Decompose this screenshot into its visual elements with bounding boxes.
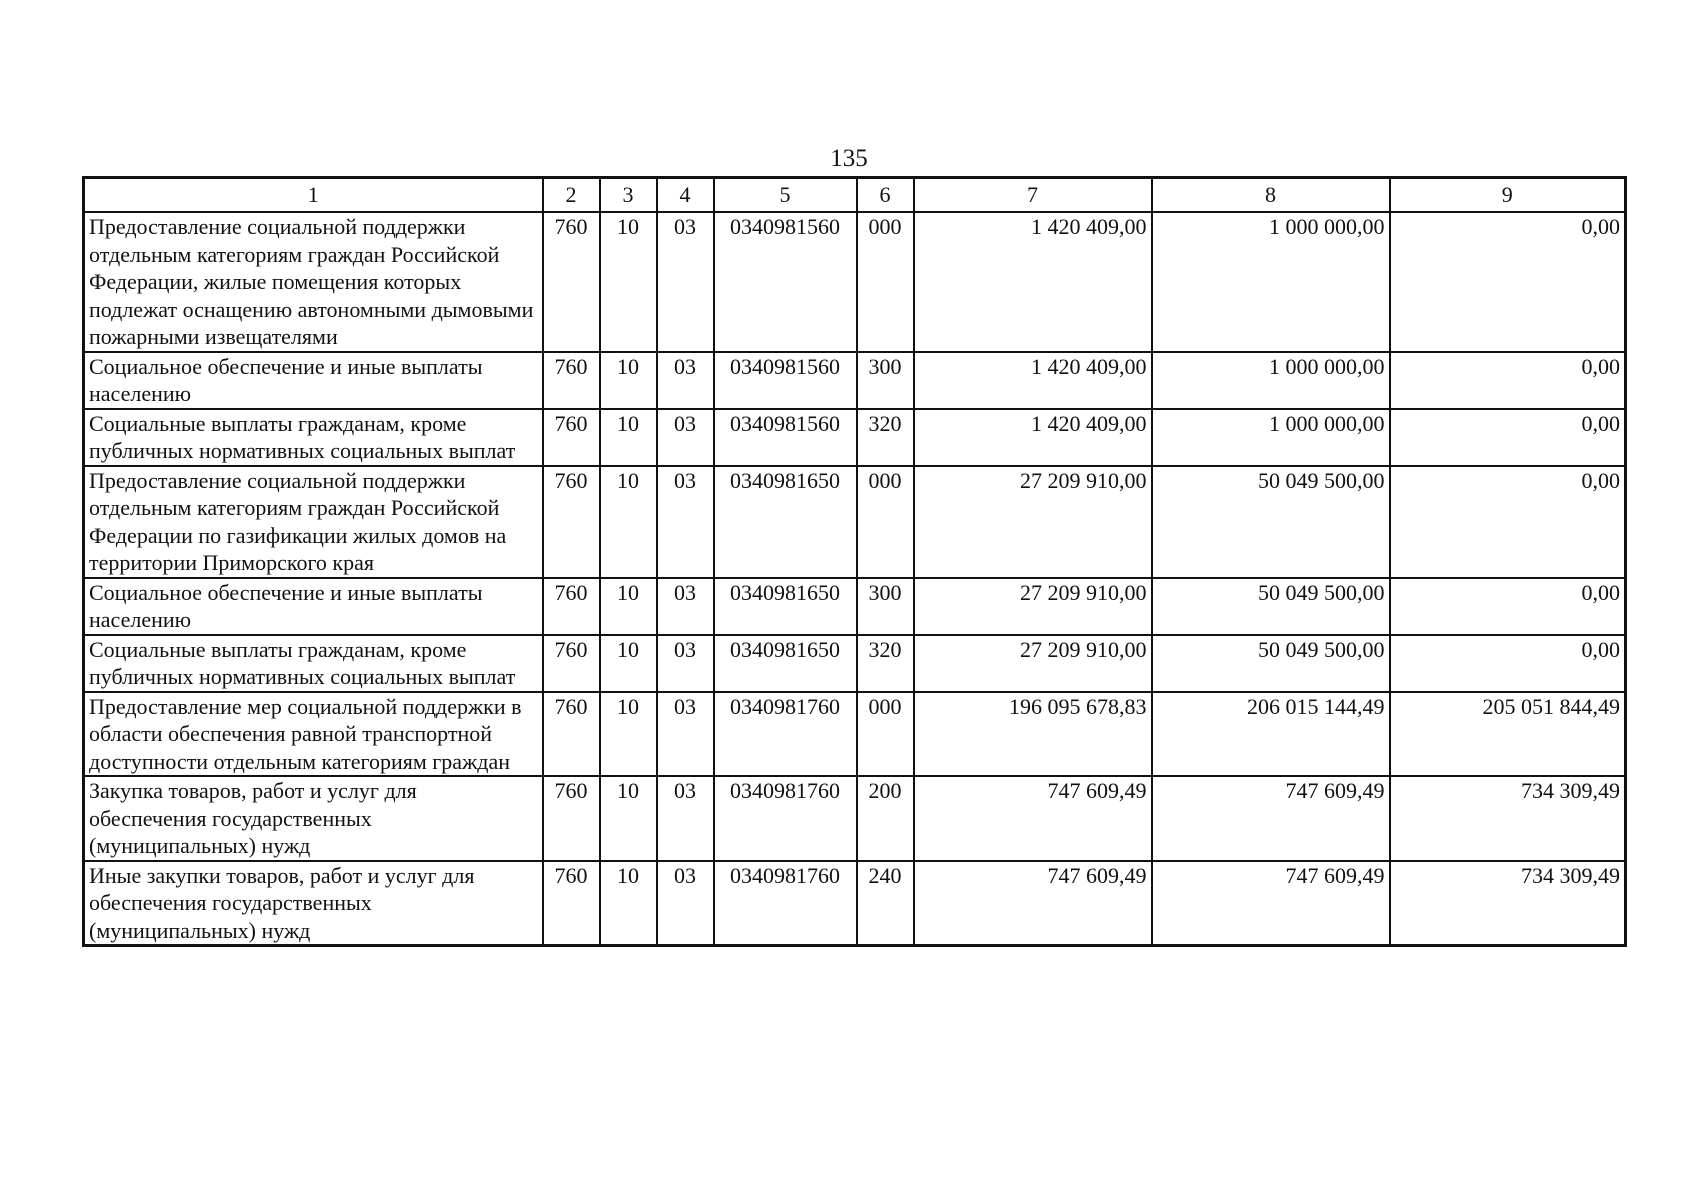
- target-article-cell: 0340981650: [714, 635, 857, 692]
- amount-col8-cell: 1 000 000,00: [1152, 212, 1390, 352]
- amount-col8-cell: 747 609,49: [1152, 861, 1390, 946]
- row-name-cell: Социальные выплаты гражданам, кроме публичных нормативных социальных выплат: [84, 635, 543, 692]
- column-header: 3: [600, 178, 657, 213]
- subsection-code-cell: 03: [657, 409, 714, 466]
- section-code-cell: 10: [600, 861, 657, 946]
- amount-col8-cell: 206 015 144,49: [1152, 692, 1390, 777]
- amount-col7-cell: 27 209 910,00: [914, 578, 1152, 635]
- amount-col9-cell: 734 309,49: [1390, 776, 1626, 861]
- ministry-code-cell: 760: [543, 466, 600, 578]
- section-code-cell: 10: [600, 409, 657, 466]
- target-article-cell: 0340981560: [714, 352, 857, 409]
- amount-col8-cell: 50 049 500,00: [1152, 635, 1390, 692]
- ministry-code-cell: 760: [543, 409, 600, 466]
- subsection-code-cell: 03: [657, 352, 714, 409]
- table-row: [84, 466, 1626, 578]
- expense-type-cell: 000: [857, 466, 914, 578]
- table-row: [84, 352, 1626, 409]
- row-name-cell: Предоставление мер социальной поддержки в области обеспечения равной транспортной доступности отдельным категориям граждан: [84, 692, 543, 777]
- expense-type-cell: 240: [857, 861, 914, 946]
- amount-col9-cell: 0,00: [1390, 578, 1626, 635]
- subsection-code-cell: 03: [657, 578, 714, 635]
- row-name-cell: Социальное обеспечение и иные выплаты населению: [84, 578, 543, 635]
- table-row: [84, 578, 1626, 635]
- subsection-code-cell: 03: [657, 776, 714, 861]
- amount-col8-cell: 747 609,49: [1152, 776, 1390, 861]
- amount-col9-cell: 0,00: [1390, 409, 1626, 466]
- row-name-cell: Предоставление социальной поддержки отдельным категориям граждан Российской Федерации по газификации жилых домов на территории Приморского края: [84, 466, 543, 578]
- amount-col8-cell: 1 000 000,00: [1152, 409, 1390, 466]
- expense-type-cell: 300: [857, 578, 914, 635]
- amount-col7-cell: 1 420 409,00: [914, 352, 1152, 409]
- header-row: [84, 178, 1626, 213]
- row-name-cell: Закупка товаров, работ и услуг для обеспечения государственных (муниципальных) нужд: [84, 776, 543, 861]
- row-name-cell: Иные закупки товаров, работ и услуг для обеспечения государственных (муниципальных) нужд: [84, 861, 543, 946]
- amount-col7-cell: 27 209 910,00: [914, 466, 1152, 578]
- amount-col8-cell: 1 000 000,00: [1152, 352, 1390, 409]
- column-header: 1: [84, 178, 543, 213]
- table-row: [84, 692, 1626, 777]
- expense-type-cell: 320: [857, 409, 914, 466]
- section-code-cell: 10: [600, 578, 657, 635]
- table-row: [84, 409, 1626, 466]
- ministry-code-cell: 760: [543, 692, 600, 777]
- row-name-cell: Предоставление социальной поддержки отдельным категориям граждан Российской Федерации, жилые помещения которых подлежат оснащению автономными дымовыми пожарными извещателями: [84, 212, 543, 352]
- expense-type-cell: 320: [857, 635, 914, 692]
- amount-col9-cell: 0,00: [1390, 212, 1626, 352]
- table-row: [84, 212, 1626, 352]
- column-header: 8: [1152, 178, 1390, 213]
- amount-col9-cell: 734 309,49: [1390, 861, 1626, 946]
- amount-col7-cell: 196 095 678,83: [914, 692, 1152, 777]
- table-body: [84, 212, 1626, 946]
- subsection-code-cell: 03: [657, 635, 714, 692]
- amount-col8-cell: 50 049 500,00: [1152, 466, 1390, 578]
- column-header: 5: [714, 178, 857, 213]
- subsection-code-cell: 03: [657, 861, 714, 946]
- table-row: [84, 776, 1626, 861]
- ministry-code-cell: 760: [543, 635, 600, 692]
- subsection-code-cell: 03: [657, 466, 714, 578]
- target-article-cell: 0340981650: [714, 578, 857, 635]
- amount-col7-cell: 747 609,49: [914, 861, 1152, 946]
- section-code-cell: 10: [600, 466, 657, 578]
- table-header: [84, 178, 1626, 213]
- target-article-cell: 0340981650: [714, 466, 857, 578]
- section-code-cell: 10: [600, 692, 657, 777]
- amount-col9-cell: 0,00: [1390, 466, 1626, 578]
- amount-col7-cell: 747 609,49: [914, 776, 1152, 861]
- expense-type-cell: 200: [857, 776, 914, 861]
- target-article-cell: 0340981760: [714, 692, 857, 777]
- target-article-cell: 0340981760: [714, 776, 857, 861]
- page-number: 135: [830, 145, 868, 172]
- amount-col7-cell: 27 209 910,00: [914, 635, 1152, 692]
- budget-table: [82, 176, 1627, 947]
- amount-col7-cell: 1 420 409,00: [914, 409, 1152, 466]
- column-header: 7: [914, 178, 1152, 213]
- section-code-cell: 10: [600, 635, 657, 692]
- subsection-code-cell: 03: [657, 212, 714, 352]
- expense-type-cell: 300: [857, 352, 914, 409]
- section-code-cell: 10: [600, 352, 657, 409]
- ministry-code-cell: 760: [543, 212, 600, 352]
- target-article-cell: 0340981760: [714, 861, 857, 946]
- row-name-cell: Социальные выплаты гражданам, кроме публичных нормативных социальных выплат: [84, 409, 543, 466]
- ministry-code-cell: 760: [543, 861, 600, 946]
- ministry-code-cell: 760: [543, 578, 600, 635]
- ministry-code-cell: 760: [543, 776, 600, 861]
- expense-type-cell: 000: [857, 692, 914, 777]
- ministry-code-cell: 760: [543, 352, 600, 409]
- column-header: 6: [857, 178, 914, 213]
- expense-type-cell: 000: [857, 212, 914, 352]
- target-article-cell: 0340981560: [714, 212, 857, 352]
- table-row: [84, 861, 1626, 946]
- column-header: 4: [657, 178, 714, 213]
- amount-col8-cell: 50 049 500,00: [1152, 578, 1390, 635]
- amount-col9-cell: 0,00: [1390, 352, 1626, 409]
- amount-col7-cell: 1 420 409,00: [914, 212, 1152, 352]
- section-code-cell: 10: [600, 212, 657, 352]
- column-header: 9: [1390, 178, 1626, 213]
- row-name-cell: Социальное обеспечение и иные выплаты населению: [84, 352, 543, 409]
- target-article-cell: 0340981560: [714, 409, 857, 466]
- section-code-cell: 10: [600, 776, 657, 861]
- amount-col9-cell: 0,00: [1390, 635, 1626, 692]
- subsection-code-cell: 03: [657, 692, 714, 777]
- amount-col9-cell: 205 051 844,49: [1390, 692, 1626, 777]
- table-row: [84, 635, 1626, 692]
- column-header: 2: [543, 178, 600, 213]
